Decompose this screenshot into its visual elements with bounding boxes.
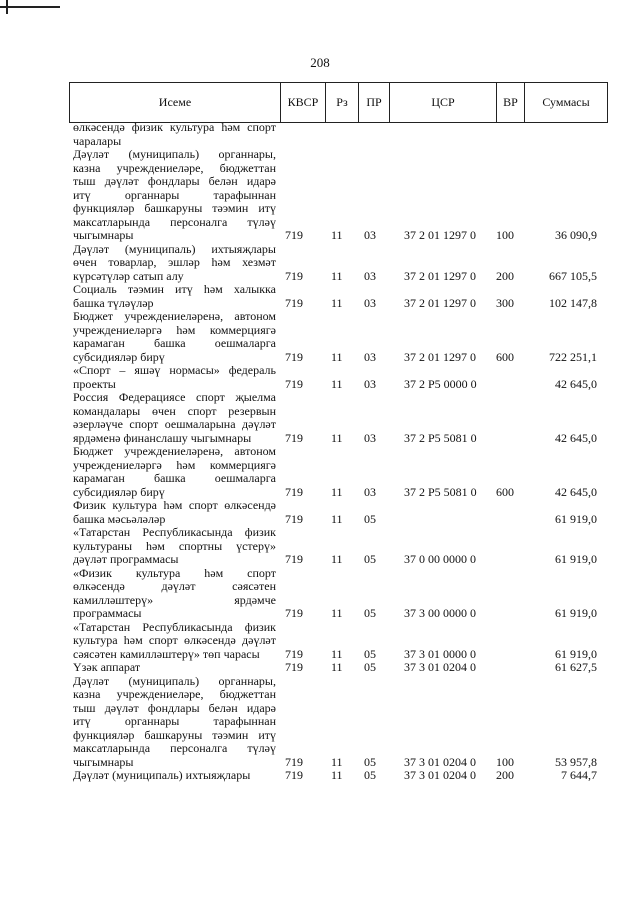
column-header-rz: Рз: [326, 83, 359, 123]
cell-vr: [492, 499, 519, 526]
row-name: [69, 391, 280, 445]
cell-pr: 05: [364, 754, 376, 769]
row-name-line: ярдәменә финанслашу чыгымнары: [73, 430, 252, 445]
row-name-line: тыш дәүләт фондлары белән идарә: [73, 700, 276, 715]
cell-rz: 11: [331, 754, 343, 769]
cell-kvsr: 719: [285, 349, 303, 364]
cell-pr: 03: [364, 228, 376, 242]
cell-kvsr: 719: [285, 552, 303, 566]
row-name-line: учреждениеләргә һәм коммерциягә: [73, 322, 276, 337]
cell-csr: 37 2 P5 5081 0: [404, 484, 477, 499]
cell-rz: 11: [331, 376, 343, 391]
row-name-line: культура һәм спорт өлкәсендә дәүләт: [73, 633, 276, 647]
table-row: [69, 621, 601, 662]
cell-sum: 36 090,9: [555, 228, 597, 242]
cell-pr: 03: [364, 349, 376, 364]
row-name: [69, 769, 280, 783]
cell-kvsr: 719: [285, 660, 303, 674]
cell-sum: 722 251,1: [549, 349, 597, 364]
row-name-line: казна учреждениеләре, бюджеттан: [73, 160, 276, 175]
cell-kvsr: 719: [285, 430, 303, 445]
cell-pr: 03: [364, 430, 376, 445]
cell-sum: 42 645,0: [555, 430, 597, 445]
cell-rz: 11: [331, 349, 343, 364]
row-name: [69, 499, 280, 526]
row-name-line: «Спорт – яшәү нормасы» федераль: [73, 363, 276, 377]
table-header: [69, 82, 608, 123]
cell-rz: 11: [331, 552, 343, 566]
cell-vr: [492, 567, 519, 621]
cell-vr: [492, 621, 519, 662]
cell-rz: 11: [331, 660, 343, 674]
cell-csr: [386, 499, 492, 526]
cell-pr: 05: [364, 768, 376, 782]
page-number: 208: [310, 55, 330, 70]
row-name-line: Дәүләт (муниципаль) ихтыяҗлары: [73, 241, 276, 256]
cell-vr: 300: [496, 295, 514, 310]
row-name-line: функцияләр башкаруны тәэмин итү: [73, 727, 276, 742]
row-name: [69, 661, 280, 675]
table-row: [69, 243, 601, 284]
cell-csr: 37 2 01 1297 0: [404, 228, 476, 242]
row-name-line: «Татарстан Республикасында физик: [73, 619, 276, 634]
scan-corner-mark-vertical: [6, 0, 8, 14]
table-row: [69, 675, 601, 770]
cell-vr: 600: [496, 484, 514, 499]
row-name-line: максатларында персоналга түләү: [73, 741, 276, 755]
cell-pr: 03: [364, 376, 376, 391]
cell-rz: 11: [331, 511, 343, 526]
row-name-line: чыгымнары: [73, 228, 134, 242]
row-name-line: субсидияләр бирү: [73, 484, 165, 499]
cell-sum: 61 919,0: [555, 511, 597, 526]
cell-pr: 03: [364, 295, 376, 310]
row-name-line: максатларында персоналга түләү: [73, 214, 276, 229]
cell-sum: 61 919,0: [555, 552, 597, 566]
cell-pr: [356, 121, 386, 148]
cell-rz: [324, 121, 356, 148]
table-row: [69, 310, 601, 364]
cell-sum: 61 627,5: [555, 660, 597, 674]
row-name-line: Дәүләт (муниципаль) органнары,: [73, 147, 276, 161]
table-row: [69, 121, 601, 148]
row-name-line: күрсәтүләр сатып алу: [73, 268, 184, 283]
table-row: [69, 661, 601, 675]
budget-table: [69, 121, 601, 783]
cell-csr: 37 2 P5 5081 0: [404, 430, 477, 445]
cell-kvsr: 719: [285, 268, 303, 283]
cell-rz: 11: [331, 295, 343, 310]
table-row: [69, 769, 601, 783]
row-name-line: Дәүләт (муниципаль) ихтыяҗлары: [73, 768, 251, 782]
table-row: [69, 567, 601, 621]
row-name-line: итү органнары тарафыннан: [73, 187, 276, 202]
row-name: [69, 310, 280, 364]
row-name-line: Бюджет учреждениеләренә, автоном: [73, 444, 276, 458]
cell-csr: 37 2 P5 0000 0: [404, 376, 477, 391]
cell-pr: 03: [364, 268, 376, 283]
row-name-line: сәясәтен камилләштерү» төп чарасы: [73, 646, 260, 661]
table-row: [69, 526, 601, 567]
row-name-line: дәүләт программасы: [73, 552, 179, 566]
row-name-line: Дәүләт (муниципаль) органнары,: [73, 673, 276, 688]
row-name-line: казна учреждениеләре, бюджеттан: [73, 687, 276, 701]
row-name-line: чыгымнары: [73, 754, 134, 769]
cell-pr: 05: [364, 552, 376, 566]
cell-csr: 37 2 01 1297 0: [404, 295, 476, 310]
table-row: [69, 391, 601, 445]
cell-rz: 11: [331, 228, 343, 242]
table-row: [69, 148, 601, 243]
cell-kvsr: 719: [285, 376, 303, 391]
column-header-vr: ВР: [497, 83, 525, 123]
row-name-line: чаралары: [73, 133, 122, 148]
row-name-line: субсидияләр бирү: [73, 349, 165, 364]
cell-csr: 37 3 01 0204 0: [404, 660, 476, 674]
row-name-line: «Татарстан Республикасында физик: [73, 525, 276, 539]
row-name-line: карамаган башка оешмаларга: [73, 336, 276, 350]
row-name-line: программасы: [73, 606, 142, 620]
row-name: [69, 526, 280, 567]
cell-vr: 200: [496, 268, 514, 283]
cell-sum: 53 957,8: [555, 754, 597, 769]
row-name-line: тыш дәүләт фондлары белән идарә: [73, 174, 276, 188]
row-name: [69, 121, 280, 148]
cell-csr: 37 3 00 0000 0: [404, 606, 476, 620]
cell-kvsr: 719: [285, 606, 303, 620]
cell-vr: [492, 661, 519, 675]
cell-sum: [519, 121, 601, 148]
row-name-line: «Физик культура һәм спорт: [73, 565, 276, 580]
cell-kvsr: [280, 121, 324, 148]
cell-sum: 7 644,7: [561, 768, 597, 782]
row-name-line: итү органнары тарафыннан: [73, 714, 276, 728]
cell-rz: 11: [331, 268, 343, 283]
cell-vr: [492, 391, 519, 445]
cell-csr: 37 3 01 0000 0: [404, 646, 476, 661]
cell-kvsr: 719: [285, 295, 303, 310]
row-name-line: Үзәк аппарат: [73, 660, 141, 674]
column-header-sum: Суммасы: [525, 83, 608, 123]
budget-table-body: [69, 121, 601, 783]
table-row: [69, 283, 601, 310]
row-name-line: учреждениеләргә һәм коммерциягә: [73, 457, 276, 472]
cell-vr: 100: [496, 228, 514, 242]
cell-pr: 05: [364, 606, 376, 620]
row-name-line: Бюджет учреждениеләренә, автоном: [73, 309, 276, 323]
row-name-line: башка мәсьәләләр: [73, 511, 166, 526]
cell-pr: 05: [364, 660, 376, 674]
row-name-line: Физик культура һәм спорт өлкәсендә: [73, 498, 276, 512]
row-name-line: өчен товарлар, эшләр һәм хезмәт: [73, 255, 276, 269]
table-row: [69, 364, 601, 391]
row-name-line: проекты: [73, 376, 116, 391]
cell-kvsr: 719: [285, 511, 303, 526]
row-name: [69, 675, 280, 770]
column-header-csr: ЦСР: [390, 83, 497, 123]
table-row: [69, 499, 601, 526]
cell-kvsr: 719: [285, 768, 303, 782]
row-name-line: Социаль тәэмин итү һәм халыкка: [73, 282, 276, 296]
cell-csr: 37 3 01 0204 0: [404, 754, 476, 769]
scan-corner-mark: [0, 6, 60, 8]
row-name-line: башка түләүләр: [73, 295, 154, 310]
column-header-name: Исеме: [70, 83, 281, 123]
cell-rz: 11: [331, 430, 343, 445]
row-name: [69, 283, 280, 310]
cell-rz: 11: [331, 768, 343, 782]
cell-sum: 42 645,0: [555, 484, 597, 499]
cell-kvsr: 719: [285, 484, 303, 499]
row-name: [69, 567, 280, 621]
cell-csr: 37 2 01 1297 0: [404, 349, 476, 364]
cell-sum: 667 105,5: [549, 268, 597, 283]
cell-rz: 11: [331, 484, 343, 499]
row-name: [69, 364, 280, 391]
cell-kvsr: 719: [285, 754, 303, 769]
cell-vr: [492, 526, 519, 567]
cell-csr: [386, 121, 492, 148]
row-name-line: карамаган башка оешмаларга: [73, 471, 276, 485]
cell-vr: [492, 364, 519, 391]
row-name-line: функцияләр башкаруны тәэмин итү: [73, 201, 276, 215]
column-header-kvsr: КВСР: [281, 83, 326, 123]
cell-csr: 37 0 00 0000 0: [404, 552, 476, 566]
cell-pr: 05: [364, 646, 376, 661]
cell-csr: 37 2 01 1297 0: [404, 268, 476, 283]
cell-vr: 200: [496, 768, 514, 782]
cell-rz: 11: [331, 606, 343, 620]
row-name-line: культураны һәм спортны үстерү»: [73, 538, 276, 553]
row-name-line: Россия Федерациясе спорт җыелма: [73, 390, 276, 404]
cell-pr: 03: [364, 484, 376, 499]
row-name: [69, 148, 280, 243]
cell-vr: 100: [496, 754, 514, 769]
row-name-line: өлкәсендә дәүләт сәясәтен: [73, 579, 276, 593]
cell-pr: 05: [364, 511, 376, 526]
cell-sum: 102 147,8: [549, 295, 597, 310]
cell-kvsr: 719: [285, 646, 303, 661]
cell-kvsr: 719: [285, 228, 303, 242]
cell-csr: 37 3 01 0204 0: [404, 768, 476, 782]
cell-sum: 42 645,0: [555, 376, 597, 391]
row-name: [69, 445, 280, 499]
row-name: [69, 621, 280, 662]
row-name-line: командалары өчен спорт резервын: [73, 403, 276, 418]
cell-sum: 61 919,0: [555, 606, 597, 620]
cell-rz: 11: [331, 646, 343, 661]
row-name-line: камилләштерү» ярдәмче: [73, 592, 276, 607]
row-name: [69, 243, 280, 284]
cell-sum: 61 919,0: [555, 646, 597, 661]
row-name-line: әзерләүче спорт оешмаларына дәүләт: [73, 417, 276, 431]
table-row: [69, 445, 601, 499]
column-header-pr: ПР: [359, 83, 390, 123]
cell-vr: 600: [496, 349, 514, 364]
row-name-line: өлкәсендә физик культура һәм спорт: [73, 120, 276, 134]
cell-vr: [492, 121, 519, 148]
